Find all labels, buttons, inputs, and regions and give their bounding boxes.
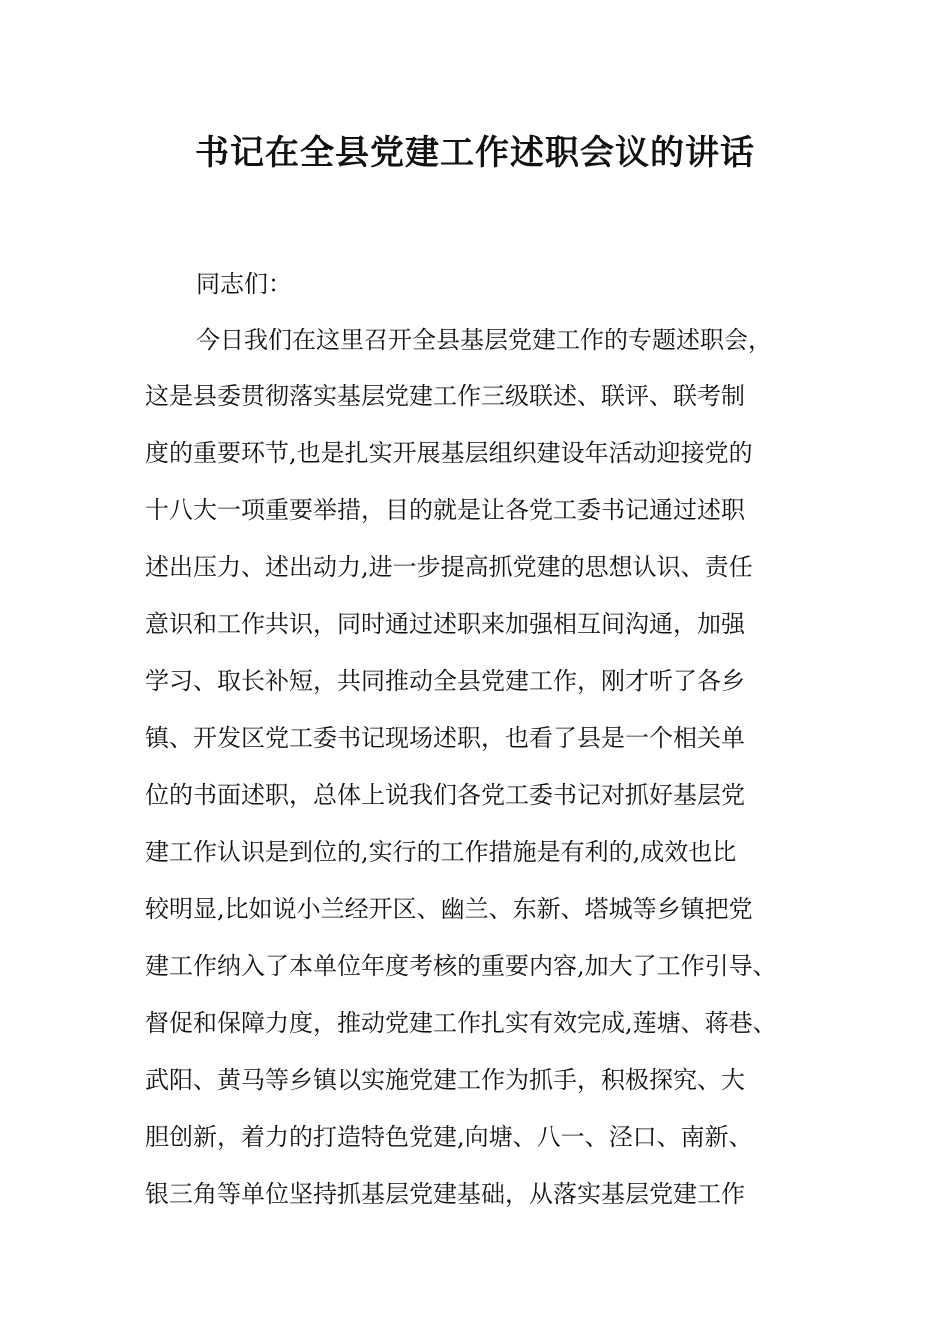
paragraph-line: 这是县委贯彻落实基层党建工作三级联述、联评、联考制 xyxy=(145,382,745,410)
paragraph-line: 较明显,比如说小兰经开区、幽兰、东新、塔城等乡镇把党 xyxy=(145,895,753,923)
paragraph-line: 度的重要环节,也是扎实开展基层组织建设年活动迎接党的 xyxy=(145,439,753,467)
page-title: 书记在全县党建工作述职会议的讲话 xyxy=(195,133,755,173)
paragraph-line: 胆创新，着力的打造特色党建,向塘、八一、泾口、南新、 xyxy=(145,1123,753,1151)
paragraph-line: 十八大一项重要举措，目的就是让各党工委书记通过述职 xyxy=(145,496,745,524)
greeting: 同志们： xyxy=(196,270,292,298)
paragraph-line: 述出压力、述出动力,进一步提高抓党建的思想认识、责任 xyxy=(145,553,753,581)
paragraph-line: 今日我们在这里召开全县基层党建工作的专题述职会， xyxy=(196,326,772,354)
paragraph-line: 建工作认识是到位的,实行的工作措施是有利的,成效也比 xyxy=(145,838,737,866)
paragraph-line: 镇、开发区党工委书记现场述职，也看了县是一个相关单 xyxy=(145,724,745,752)
paragraph-line: 学习、取长补短，共同推动全县党建工作，刚才听了各乡 xyxy=(145,667,745,695)
paragraph-line: 位的书面述职，总体上说我们各党工委书记对抓好基层党 xyxy=(145,781,745,809)
paragraph-line: 武阳、黄马等乡镇以实施党建工作为抓手，积极探究、大 xyxy=(145,1066,745,1094)
paragraph-line: 意识和工作共识，同时通过述职来加强相互间沟通，加强 xyxy=(145,610,745,638)
paragraph-line: 建工作纳入了本单位年度考核的重要内容,加大了工作引导、 xyxy=(145,952,777,980)
paragraph-line: 银三角等单位坚持抓基层党建基础，从落实基层党建工作 xyxy=(145,1180,745,1208)
paragraph-line: 督促和保障力度，推动党建工作扎实有效完成,莲塘、蒋巷、 xyxy=(145,1009,777,1037)
